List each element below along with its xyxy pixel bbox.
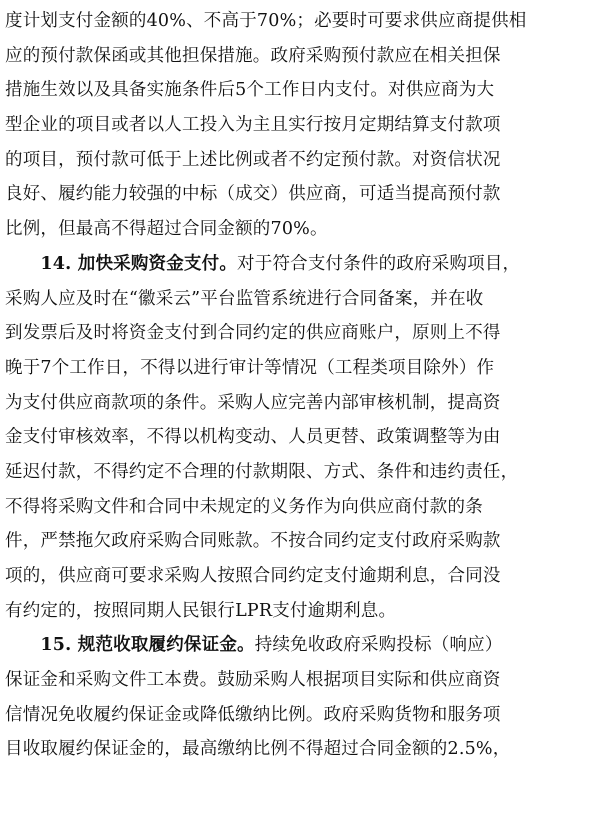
text-line-10 bbox=[5, 316, 585, 351]
body-text: 比例，但最高不得超过合同金额的70%。 bbox=[5, 219, 328, 240]
section-heading: 14. 加快采购资金支付。 bbox=[5, 253, 238, 274]
body-text: 到发票后及时将资金支付到合同约定的供应商账户，原则上不得 bbox=[5, 323, 501, 344]
text-line-17 bbox=[5, 559, 585, 594]
text-line-3 bbox=[5, 73, 585, 108]
text-line-14 bbox=[5, 455, 585, 490]
text-line-22 bbox=[5, 732, 585, 767]
section-heading: 15. 规范收取履约保证金。 bbox=[5, 635, 255, 656]
text-line-19 bbox=[5, 628, 585, 663]
text-line-13 bbox=[5, 420, 585, 455]
text-line-16 bbox=[5, 524, 585, 559]
body-text: 应的预付款保函或其他担保措施。政府采购预付款应在相关担保 bbox=[5, 45, 501, 66]
text-line-4 bbox=[5, 108, 585, 143]
text-line-15 bbox=[5, 490, 585, 525]
body-text: 持续免收政府采购投标（响应） bbox=[254, 635, 503, 656]
body-text: 采购人应及时在“徽采云”平台监管系统进行合同备案，并在收 bbox=[5, 288, 484, 309]
text-line-8 bbox=[5, 247, 585, 282]
body-text: 有约定的，按照同期人民银行LPR支付逾期利息。 bbox=[5, 600, 397, 621]
body-text: 不得将采购文件和合同中未规定的义务作为向供应商付款的条 bbox=[5, 496, 483, 517]
text-line-12 bbox=[5, 386, 585, 421]
text-line-11 bbox=[5, 351, 585, 386]
body-text: 金支付审核效率，不得以机构变动、人员更替、政策调整等为由 bbox=[5, 427, 501, 448]
text-line-2 bbox=[5, 39, 585, 74]
text-line-6 bbox=[5, 177, 585, 212]
body-text: 晚于7个工作日，不得以进行审计等情况（工程类项目除外）作 bbox=[5, 357, 495, 378]
body-text: 件，严禁拖欠政府采购合同账款。不按合同约定支付政府采购款 bbox=[5, 531, 501, 552]
body-text: 为支付供应商款项的条件。采购人应完善内部审核机制，提高资 bbox=[5, 392, 501, 413]
body-text: 目收取履约保证金的，最高缴纳比例不得超过合同金额的2.5%， bbox=[5, 739, 511, 760]
body-text: 型企业的项目或者以人工投入为主且实行按月定期结算支付款项 bbox=[5, 115, 501, 136]
text-line-21 bbox=[5, 698, 585, 733]
text-line-20 bbox=[5, 663, 585, 698]
text-line-1 bbox=[5, 4, 585, 39]
text-line-9 bbox=[5, 282, 585, 317]
text-line-5 bbox=[5, 143, 585, 178]
text-line-18 bbox=[5, 594, 585, 629]
body-text: 度计划支付金额的40%、不高于70%；必要时可要求供应商提供相 bbox=[5, 11, 527, 31]
body-text: 信情况免收履约保证金或降低缴纳比例。政府采购货物和服务项 bbox=[5, 704, 501, 725]
text-line-7 bbox=[5, 212, 585, 247]
body-text: 措施生效以及具备实施条件后5个工作日内支付。对供应商为大 bbox=[5, 80, 495, 101]
body-text: 对于符合支付条件的政府采购项目， bbox=[237, 253, 521, 274]
body-text: 的项目，预付款可低于上述比例或者不约定预付款。对资信状况 bbox=[5, 149, 501, 170]
body-text: 延迟付款，不得约定不合理的付款期限、方式、条件和违约责任， bbox=[5, 461, 519, 482]
body-text: 良好、履约能力较强的中标（成交）供应商，可适当提高预付款 bbox=[5, 184, 501, 205]
body-text: 保证金和采购文件工本费。鼓励采购人根据项目实际和供应商资 bbox=[5, 670, 501, 691]
body-text: 项的，供应商可要求采购人按照合同约定支付逾期利息，合同没 bbox=[5, 566, 501, 586]
